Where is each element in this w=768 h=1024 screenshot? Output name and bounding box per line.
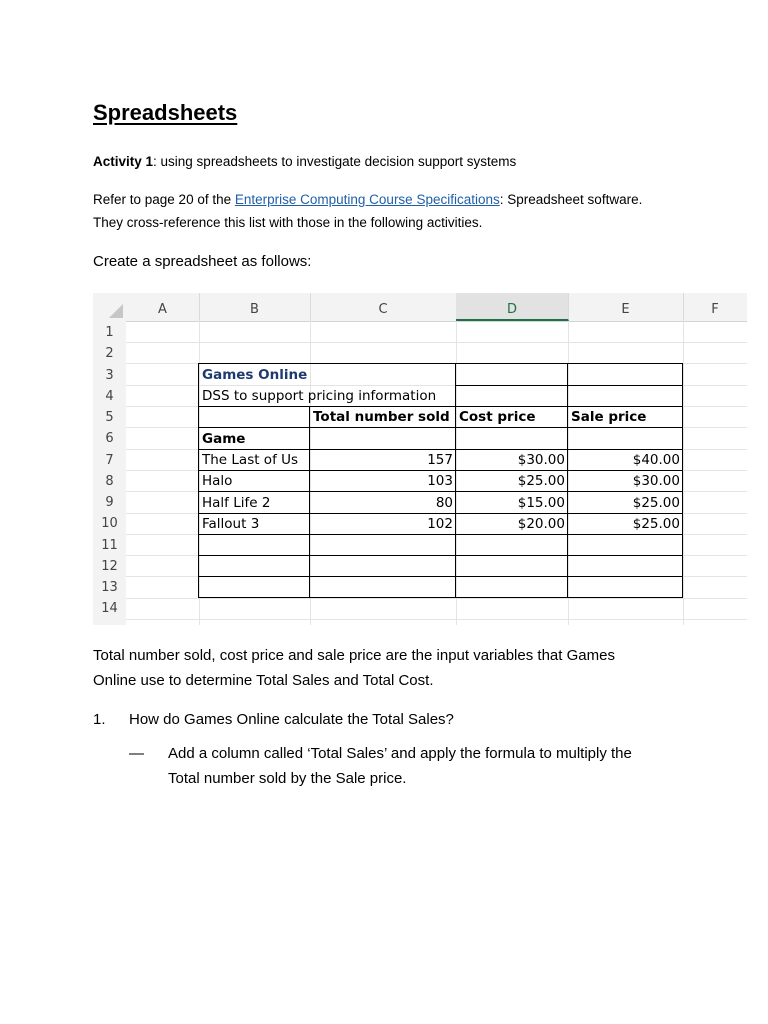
table-cell-game: Fallout 3 — [202, 516, 260, 532]
table-cell-sale: $25.00 — [632, 495, 680, 511]
column-header-d: D — [456, 293, 569, 321]
table-cell-cost: $15.00 — [517, 495, 565, 511]
refer-line — [93, 191, 642, 209]
activity-text: : using spreadsheets to investigate decision support systems — [153, 154, 517, 169]
row-header-11: 11 — [101, 538, 118, 553]
cell-c5-header: Total number sold — [313, 409, 450, 425]
table-cell-cost: $25.00 — [517, 473, 565, 489]
table-cell-sold: 102 — [427, 516, 453, 532]
table-cell-cost: $30.00 — [517, 452, 565, 468]
row-header-14: 14 — [101, 601, 118, 616]
select-all-corner — [93, 293, 126, 321]
cell-b6-header: Game — [202, 431, 246, 447]
table-cell-game: Half Life 2 — [202, 495, 271, 511]
column-header-c: C — [310, 293, 457, 321]
table-cell-sale: $25.00 — [632, 516, 680, 532]
input-variables-line-2: Online use to determine Total Sales and Total Cost. — [93, 672, 434, 689]
row-header-9: 9 — [105, 495, 114, 510]
row-header-10: 10 — [101, 516, 118, 531]
table-cell-sold: 103 — [427, 473, 453, 489]
activity-line — [93, 153, 516, 171]
table-cell-sold: 157 — [427, 452, 453, 468]
column-header-e: E — [568, 293, 684, 321]
cell-b3-title: Games Online — [202, 367, 308, 383]
refer-suffix: : Spreadsheet software. — [499, 192, 643, 207]
table-cell-sale: $40.00 — [632, 452, 680, 468]
input-variables-line-1: Total number sold, cost price and sale price are the input variables that Games — [93, 647, 615, 664]
select-all-triangle-icon — [109, 304, 123, 318]
page-title: Spreadsheets — [93, 100, 238, 125]
table-cell-sold: 80 — [435, 495, 453, 511]
row-header-5: 5 — [105, 410, 114, 425]
row-header-12: 12 — [101, 559, 118, 574]
cell-e5-header: Sale price — [571, 409, 647, 425]
refer-prefix: Refer to page 20 of the — [93, 192, 235, 207]
table-cell-game: Halo — [202, 473, 233, 489]
sub-item-line-1: Add a column called ‘Total Sales’ and apply the formula to multiply the — [168, 745, 632, 762]
row-header-2: 2 — [105, 346, 114, 361]
spreadsheet — [93, 293, 747, 625]
column-header-b: B — [199, 293, 311, 321]
row-header-6: 6 — [105, 431, 114, 446]
row-header-4: 4 — [105, 389, 114, 404]
row-header-7: 7 — [105, 453, 114, 468]
course-spec-link[interactable]: Enterprise Computing Course Specifications — [234, 192, 500, 207]
column-header-a: A — [126, 293, 200, 321]
row-header-3: 3 — [105, 368, 114, 383]
table-cell-sale: $30.00 — [632, 473, 680, 489]
row-header-1: 1 — [105, 325, 114, 340]
question-number: 1. — [93, 711, 106, 728]
sub-item-dash: — — [129, 745, 144, 762]
column-header-f: F — [711, 302, 719, 317]
cell-b4-subtitle: DSS to support pricing information — [202, 388, 437, 404]
question-text: How do Games Online calculate the Total Sales? — [129, 711, 454, 728]
cell-d5-header: Cost price — [459, 409, 536, 425]
row-header-8: 8 — [105, 474, 114, 489]
row-header-13: 13 — [101, 580, 118, 595]
sub-item-line-2: Total number sold by the Sale price. — [168, 770, 407, 787]
table-cell-cost: $20.00 — [517, 516, 565, 532]
table-cell-game: The Last of Us — [202, 452, 299, 468]
activity-label: Activity 1 — [93, 154, 154, 169]
create-instruction: Create a spreadsheet as follows: — [93, 253, 312, 270]
cross-ref-line: They cross-reference this list with those in the following activities. — [93, 215, 483, 230]
